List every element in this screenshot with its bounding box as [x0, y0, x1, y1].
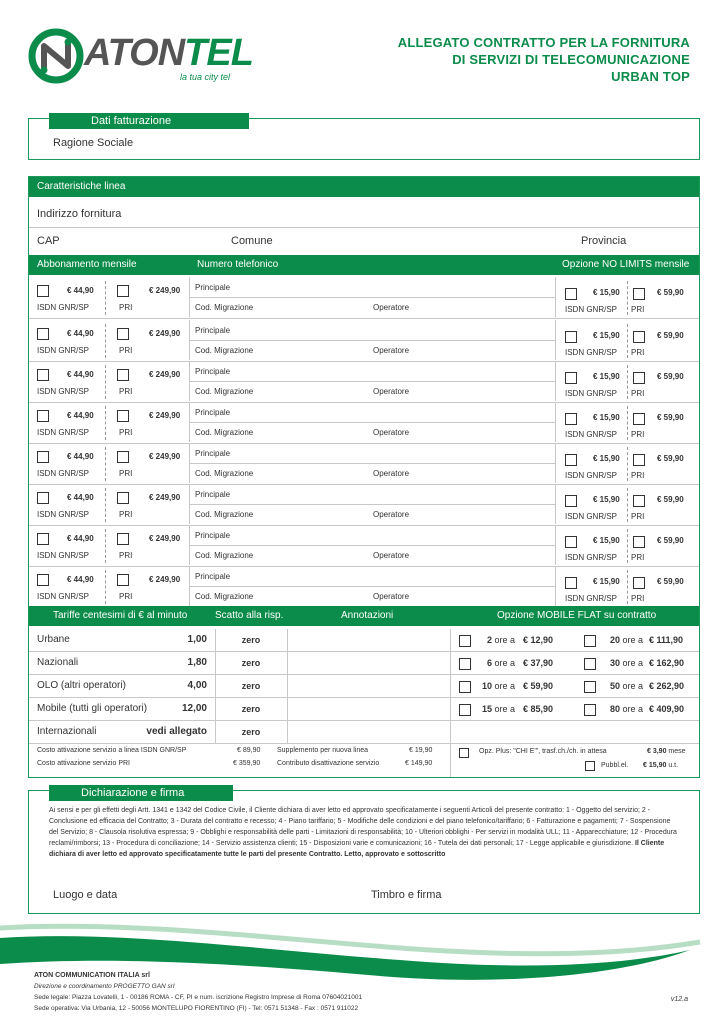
nolimits-isdn-label: ISDN GNR/SP: [565, 430, 618, 439]
cost-suppl-value: € 19,90: [409, 747, 433, 754]
nolimits-pri-label: PRI: [631, 305, 645, 314]
mobile-flat-checkbox[interactable]: [584, 681, 596, 693]
mobile-flat-checkbox[interactable]: [584, 704, 596, 716]
pubbl-value: € 15,90: [643, 762, 667, 769]
mobile-flat-checkbox[interactable]: [459, 681, 471, 693]
nolimits-isdn-checkbox[interactable]: [565, 331, 577, 343]
nolimits-pri-checkbox[interactable]: [633, 577, 645, 589]
operatore-label: Operatore: [373, 428, 410, 437]
cost-disatt-value: € 149,90: [405, 760, 433, 767]
logo-emblem-icon: [28, 28, 88, 84]
footer-version: v12.a: [670, 996, 688, 1003]
cost-att-isdn-label: Costo attivazione servizio a linea ISDN GNR/SP: [37, 747, 187, 754]
pri-label: PRI: [119, 592, 133, 601]
cod-migrazione-label: Cod. Migrazione: [195, 592, 254, 601]
indirizzo-label: Indirizzo fornitura: [37, 208, 122, 220]
nolimits-isdn-checkbox[interactable]: [565, 536, 577, 548]
footer-direction: Direzione e coordinamento PROGETTO GAN srl: [34, 983, 175, 990]
isdn-checkbox[interactable]: [37, 285, 49, 297]
subscription-row: [29, 566, 699, 606]
tariff-scatto: zero: [241, 727, 261, 737]
subscription-row: [29, 361, 699, 401]
billing-section: [28, 115, 700, 160]
cost-disatt-label: Contributo disattivazione servizio: [277, 760, 380, 767]
operatore-label: Operatore: [373, 592, 410, 601]
nolimits-isdn-label: ISDN GNR/SP: [565, 305, 618, 314]
nolimits-pri-checkbox[interactable]: [633, 413, 645, 425]
operatore-label: Operatore: [373, 551, 410, 560]
pri-label: PRI: [119, 469, 133, 478]
nolimits-isdn-price: € 15,90: [593, 536, 620, 545]
declaration-tab: Dichiarazione e firma: [49, 785, 233, 801]
cost-att-pri-value: € 359,90: [233, 760, 261, 767]
nolimits-pri-price: € 59,90: [657, 454, 684, 463]
pri-label: PRI: [119, 551, 133, 560]
tariff-name: Urbane: [37, 634, 70, 645]
nolimits-isdn-label: ISDN GNR/SP: [565, 594, 618, 603]
brand-tagline: la tua city tel: [180, 72, 231, 82]
opz-plus-checkbox[interactable]: [459, 748, 469, 758]
opz-plus-label: Opz. Plus: "CHI E'", trasf.ch./ch. in attesa: [479, 748, 607, 755]
tariff-name: Nazionali: [37, 657, 79, 668]
mobile-flat-price: € 12,90: [523, 635, 554, 645]
pri-price: € 249,90: [149, 452, 181, 461]
nolimits-pri-price: € 59,90: [657, 372, 684, 381]
luogo-data-label: Luogo e data: [53, 889, 118, 901]
isdn-label: ISDN GNR/SP: [37, 551, 90, 560]
principale-label: Principale: [195, 490, 231, 499]
mobile-flat-price: € 262,90: [649, 681, 685, 691]
mobile-flat-price: € 162,90: [649, 658, 685, 668]
tariff-value: 4,00: [187, 680, 207, 691]
document-title: ALLEGATO CONTRATTO PER LA FORNITURA DI SERVIZI DI TELECOMUNICAZIONE URBAN TOP: [397, 35, 690, 84]
tariff-scatto: zero: [241, 635, 261, 645]
pri-label: PRI: [119, 387, 133, 396]
pri-price: € 249,90: [149, 329, 181, 338]
tariff-row: Urbane 1,00 zero 2 ore a € 12,90 20 ore a € 111,90: [29, 629, 699, 651]
nolimits-isdn-label: ISDN GNR/SP: [565, 471, 618, 480]
mobile-flat-checkbox[interactable]: [459, 704, 471, 716]
isdn-price: € 44,90: [67, 575, 94, 584]
isdn-checkbox[interactable]: [37, 410, 49, 422]
principale-label: Principale: [195, 572, 231, 581]
principale-label: Principale: [195, 449, 231, 458]
isdn-price: € 44,90: [67, 329, 94, 338]
principale-label: Principale: [195, 367, 231, 376]
timbro-firma-label: Timbro e firma: [371, 889, 442, 901]
nolimits-pri-checkbox[interactable]: [633, 372, 645, 384]
pri-label: PRI: [119, 428, 133, 437]
operatore-label: Operatore: [373, 387, 410, 396]
pri-label: PRI: [119, 346, 133, 355]
nolimits-isdn-price: € 15,90: [593, 288, 620, 297]
cost-suppl-label: Supplemento per nuova linea: [277, 747, 369, 754]
isdn-label: ISDN GNR/SP: [37, 592, 90, 601]
isdn-label: ISDN GNR/SP: [37, 510, 90, 519]
nolimits-isdn-checkbox[interactable]: [565, 577, 577, 589]
mobile-flat-price: € 409,90: [649, 704, 685, 714]
isdn-checkbox[interactable]: [37, 492, 49, 504]
pubbl-checkbox[interactable]: [585, 761, 595, 771]
isdn-price: € 44,90: [67, 493, 94, 502]
tariff-name: Internazionali: [37, 726, 97, 737]
aton-tel-logo: [28, 28, 253, 88]
operatore-label: Operatore: [373, 469, 410, 478]
isdn-price: € 44,90: [67, 452, 94, 461]
operatore-label: Operatore: [373, 510, 410, 519]
nolimits-pri-price: € 59,90: [657, 288, 684, 297]
nolimits-pri-label: PRI: [631, 594, 645, 603]
isdn-price: € 44,90: [67, 534, 94, 543]
nolimits-isdn-label: ISDN GNR/SP: [565, 553, 618, 562]
nolimits-isdn-price: € 15,90: [593, 413, 620, 422]
nolimits-isdn-checkbox[interactable]: [565, 288, 577, 300]
pri-checkbox[interactable]: [117, 574, 129, 586]
pri-checkbox[interactable]: [117, 369, 129, 381]
cod-migrazione-label: Cod. Migrazione: [195, 510, 254, 519]
isdn-label: ISDN GNR/SP: [37, 346, 90, 355]
nolimits-isdn-label: ISDN GNR/SP: [565, 512, 618, 521]
isdn-checkbox[interactable]: [37, 369, 49, 381]
nolimits-pri-label: PRI: [631, 389, 645, 398]
tariff-row: Mobile (tutti gli operatori) 12,00 zero 15 ore a € 85,90 80 ore a € 409,90: [29, 698, 699, 720]
opz-plus-value: € 3,90: [647, 748, 667, 755]
isdn-checkbox[interactable]: [37, 328, 49, 340]
isdn-label: ISDN GNR/SP: [37, 428, 90, 437]
nolimits-pri-checkbox[interactable]: [633, 454, 645, 466]
cod-migrazione-label: Cod. Migrazione: [195, 469, 254, 478]
cod-migrazione-label: Cod. Migrazione: [195, 428, 254, 437]
mobile-flat-price: € 59,90: [523, 681, 554, 691]
nolimits-pri-checkbox[interactable]: [633, 331, 645, 343]
tariff-row: Nazionali 1,80 zero 6 ore a € 37,90 30 ore a € 162,90: [29, 652, 699, 674]
nolimits-isdn-price: € 15,90: [593, 454, 620, 463]
line-section: Caratteristiche linea Indirizzo fornitura CAP Comune Provincia Abbonamento mensile Numero telefonico Opzione NO LIMITS mensile € 44,90 € 249,90 ISDN GNR/SP PRI Principale Cod. Migrazione Operatore € 15,90 € 59,90 ISDN GNR/SP PRI € 44,90 € 249,90 ISDN GNR/SP PRI Principale Cod. Migrazione Operatore € 15,90 € 59,90 ISDN GNR/SP PRI € 44,90 € 249,90 ISDN GNR/SP PRI Principale Cod. Migrazione Operatore € 15,90 € 59,90 ISDN GNR/SP PRI € 44,90 € 249,90 ISDN GNR/SP PRI Principale Cod. Migrazione Operatore € 15,90 € 59,90 ISDN GNR/SP PRI € 44,90 € 249,90 ISDN GNR/SP PRI Principale Cod. Migrazione Operatore € 15,90 € 59,90 ISDN GNR/SP PRI € 44,90 € 249,90 ISDN GNR/SP PRI Principale Cod. Migrazione Operatore € 15,90 € 59,90 ISDN GNR/SP PRI € 44,90 € 249,90 ISDN GNR/SP PRI Principale Cod. Migrazione Operatore € 15,90 € 59,90 ISDN GNR/SP PRI € 44,90 € 249,90 ISDN GNR/SP PRI Principale Cod. Migrazione Operatore € 15,90 € 59,90 ISDN GNR/SP PRI Tariffe centesimi di € al minuto Scatto alla risp. Annotazioni Opzione MOBILE FLAT su contratto Urbane 1,00 zero 2 ore a € 12,90 20 ore a € 111,90 Nazionali 1,80 zero 6 ore a € 37,90 30 ore a € 162,90 OLO (altri operatori) 4,00 zero 10 ore a € 59,90 50 ore a € 262,90 Mobile (tutti gli operatori) 12,00 zero 15 ore a € 85,90 80 ore a € 409,90 Internazionali vedi allegato zero Costo attivazione servizio a linea ISDN GNR/SP € 89,90 Costo attivazione servizio PRI € 359,90 Supplemento per nuova linea € 19,90 Contributo disattivazione servizio € 149,90 Opz. Plus: "CHI E'", trasf.ch./ch. in attesa € 3,90 mese Pubbl.el. € 15,90 u.t.: [28, 176, 700, 778]
nolimits-pri-label: PRI: [631, 471, 645, 480]
isdn-label: ISDN GNR/SP: [37, 469, 90, 478]
footer-operative: Sede operativa: Via Urbania, 12 - 50056 MONTELUPO FIORENTINO (FI) - Tel: 0571 51348 - Fax : 0571 911022: [34, 1005, 359, 1012]
brand-aton: ATON: [84, 32, 185, 74]
nolimits-isdn-checkbox[interactable]: [565, 372, 577, 384]
nolimits-isdn-checkbox[interactable]: [565, 495, 577, 507]
isdn-price: € 44,90: [67, 411, 94, 420]
pri-price: € 249,90: [149, 534, 181, 543]
nolimits-pri-label: PRI: [631, 348, 645, 357]
tariff-row: [29, 721, 699, 743]
pri-checkbox[interactable]: [117, 492, 129, 504]
principale-label: Principale: [195, 408, 231, 417]
tariffs-header: Tariffe centesimi di € al minuto Scatto alla risp. Annotazioni Opzione MOBILE FLAT su contratto: [29, 606, 699, 626]
principale-label: Principale: [195, 283, 231, 292]
principale-label: Principale: [195, 326, 231, 335]
subscription-row: [29, 443, 699, 483]
subscription-row: [29, 277, 699, 317]
subscription-row: [29, 525, 699, 565]
subscription-row: [29, 320, 699, 360]
nolimits-pri-price: € 59,90: [657, 331, 684, 340]
subscription-row: [29, 402, 699, 442]
pri-price: € 249,90: [149, 286, 181, 295]
tariff-value: 1,00: [187, 634, 207, 645]
provincia-label: Provincia: [581, 235, 627, 247]
pri-price: € 249,90: [149, 411, 181, 420]
cod-migrazione-label: Cod. Migrazione: [195, 346, 254, 355]
cost-att-pri-label: Costo attivazione servizio PRI: [37, 760, 130, 767]
pri-label: PRI: [119, 303, 133, 312]
nolimits-pri-label: PRI: [631, 430, 645, 439]
cod-migrazione-label: Cod. Migrazione: [195, 387, 254, 396]
billing-tab: Dati fatturazione: [49, 113, 249, 129]
nolimits-isdn-label: ISDN GNR/SP: [565, 389, 618, 398]
nolimits-pri-price: € 59,90: [657, 495, 684, 504]
pubbl-label: Pubbl.el.: [601, 762, 629, 769]
tariff-name: OLO (altri operatori): [37, 680, 126, 691]
subscription-row: [29, 484, 699, 524]
nolimits-isdn-price: € 15,90: [593, 331, 620, 340]
tariff-value: vedi allegato: [146, 726, 207, 737]
pri-label: PRI: [119, 510, 133, 519]
footer: [34, 970, 362, 1014]
mobile-flat-price: € 37,90: [523, 658, 554, 668]
isdn-label: ISDN GNR/SP: [37, 303, 90, 312]
cod-migrazione-label: Cod. Migrazione: [195, 303, 254, 312]
isdn-checkbox[interactable]: [37, 533, 49, 545]
mobile-flat-price: € 111,90: [649, 635, 684, 645]
footer-legal: Sede legale: Piazza Lovatelli, 1 - 00186 ROMA - CF, PI e num. iscrizione Registro Imprese di Roma 07604021001: [34, 994, 363, 1001]
nolimits-isdn-checkbox[interactable]: [565, 454, 577, 466]
nolimits-isdn-price: € 15,90: [593, 495, 620, 504]
tariff-scatto: zero: [241, 658, 261, 668]
pri-checkbox[interactable]: [117, 533, 129, 545]
tariff-value: 1,80: [187, 657, 207, 668]
mobile-flat-checkbox[interactable]: [459, 635, 471, 647]
cod-migrazione-label: Cod. Migrazione: [195, 551, 254, 560]
footer-company: ATON COMMUNICATION ITALIA srl: [34, 972, 150, 979]
mobile-flat-price: € 85,90: [523, 704, 554, 714]
nolimits-isdn-price: € 15,90: [593, 577, 620, 586]
cost-att-isdn-value: € 89,90: [237, 747, 261, 754]
comune-label: Comune: [231, 235, 273, 247]
nolimits-pri-price: € 59,90: [657, 536, 684, 545]
nolimits-pri-label: PRI: [631, 512, 645, 521]
cap-label: CAP: [37, 235, 60, 247]
isdn-price: € 44,90: [67, 370, 94, 379]
nolimits-pri-checkbox[interactable]: [633, 536, 645, 548]
isdn-checkbox[interactable]: [37, 451, 49, 463]
nolimits-pri-price: € 59,90: [657, 577, 684, 586]
nolimits-pri-checkbox[interactable]: [633, 495, 645, 507]
nolimits-pri-price: € 59,90: [657, 413, 684, 422]
tariff-name: Mobile (tutti gli operatori): [37, 703, 148, 714]
operatore-label: Operatore: [373, 303, 410, 312]
nolimits-pri-checkbox[interactable]: [633, 288, 645, 300]
pri-checkbox[interactable]: [117, 451, 129, 463]
isdn-price: € 44,90: [67, 286, 94, 295]
mobile-flat-checkbox[interactable]: [584, 635, 596, 647]
tariff-row: OLO (altri operatori) 4,00 zero 10 ore a € 59,90 50 ore a € 262,90: [29, 675, 699, 697]
pri-checkbox[interactable]: [117, 410, 129, 422]
tariff-scatto: zero: [241, 704, 261, 714]
isdn-checkbox[interactable]: [37, 574, 49, 586]
mobile-flat-checkbox[interactable]: [584, 658, 596, 670]
tariff-value: 12,00: [181, 703, 207, 714]
declaration-section: [28, 787, 700, 914]
isdn-label: ISDN GNR/SP: [37, 387, 90, 396]
pri-checkbox[interactable]: [117, 328, 129, 340]
brand-tel: TEL: [184, 32, 253, 74]
pri-price: € 249,90: [149, 575, 181, 584]
line-header: Caratteristiche linea: [29, 177, 699, 197]
declaration-text: Ai sensi e per gli effetti degli Artt. 1341 e 1342 del Codice Civile, il Cliente dichiara di aver letto ed approvato specificatamente i seguenti Articoli del presente contratto: 1 - Oggetto del servizio; 2 - Conclusione ed efficacia del Contratto; 3 - Durata del contratto e recesso; 4 - Piano tariffario; 5 - Modifiche delle condizioni e del piano telefonico/tariffario; 6 - Fatturazione e pagamenti; 7 - Sospensione del Servizio; 8 - Clausola risolutiva espressa; 9 - Obblighi e responsabilità delle parti - Limitazioni di responsabilità; 10 - Ulteriori obblighi - Per servizi in modalità ULL; 11 - Apparecchiature; 12 - Procedura reclami/rimborsi; 13 - Procedura di conciliazione; 14 - Servizio assistenza clienti; 15 - Disposizioni varie e comunicazioni; 16 - Tutela dei dati personali; 17 - Legge applicabile e giurisdizione. Il Cliente dichiara di aver letto ed approvato specificatamente tutte le parti del presente Contratto. Letto, approvato e sottoscritto: [49, 807, 677, 858]
nolimits-isdn-checkbox[interactable]: [565, 413, 577, 425]
pri-price: € 249,90: [149, 370, 181, 379]
nolimits-pri-label: PRI: [631, 553, 645, 562]
nolimits-isdn-label: ISDN GNR/SP: [565, 348, 618, 357]
nolimits-isdn-price: € 15,90: [593, 372, 620, 381]
mobile-flat-checkbox[interactable]: [459, 658, 471, 670]
ragione-sociale-label: Ragione Sociale: [53, 137, 134, 149]
subscription-header: Abbonamento mensile Numero telefonico Opzione NO LIMITS mensile: [29, 255, 699, 275]
pri-price: € 249,90: [149, 493, 181, 502]
tariff-scatto: zero: [241, 681, 261, 691]
operatore-label: Operatore: [373, 346, 410, 355]
principale-label: Principale: [195, 531, 231, 540]
pri-checkbox[interactable]: [117, 285, 129, 297]
